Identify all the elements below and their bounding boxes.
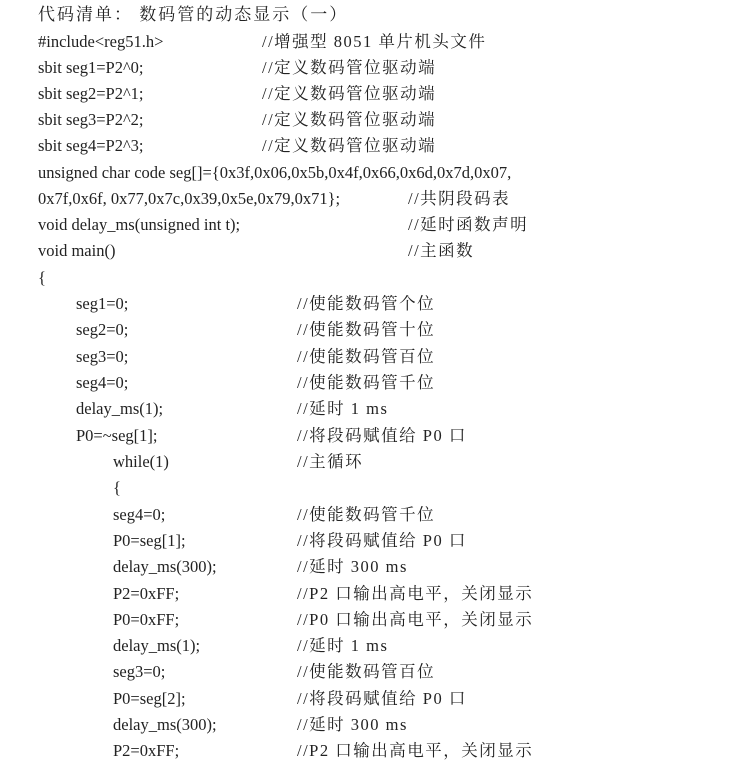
code-comment: //将段码赋值给 P0 口 [297,426,467,445]
code-comment: //主函数 [408,241,475,260]
code-comment: //主循环 [297,452,364,471]
code-text: seg4=0; [76,373,129,392]
code-line [0,29,750,55]
code-text: P0=seg[2]; [113,689,186,708]
code-comment: //将段码赋值给 P0 口 [297,689,467,708]
code-text: { [38,268,46,287]
code-text: sbit seg1=P2^0; [38,58,144,77]
code-line [0,554,750,580]
code-text: unsigned char code seg[]={0x3f,0x06,0x5b,0x4f,0x66,0x6d,0x7d,0x07, [38,163,512,182]
code-text: seg2=0; [76,320,129,339]
code-comment: //使能数码管百位 [297,347,436,366]
code-line [0,396,750,422]
code-line [0,55,750,81]
code-comment: //P0 口输出高电平，关闭显示 [297,610,534,629]
code-text: seg3=0; [113,662,166,681]
code-comment: //使能数码管千位 [297,505,436,524]
code-line [0,738,750,764]
code-comment: //P2 口输出高电平，关闭显示 [297,584,534,603]
code-text: { [113,478,121,497]
code-text: P2=0xFF; [113,584,180,603]
code-line [0,607,750,633]
code-text: 0x7f,0x6f, 0x77,0x7c,0x39,0x5e,0x79,0x71}; [38,189,341,208]
code-comment: //使能数码管十位 [297,320,436,339]
code-line [0,133,750,159]
code-text: #include<reg51.h> [38,32,164,51]
code-line [0,265,750,291]
code-line [0,449,750,475]
code-line [0,712,750,738]
code-comment: //增强型 8051 单片机头文件 [262,32,487,51]
listing-title: 代码清单： 数码管的动态显示（一） [38,5,349,24]
code-line [0,528,750,554]
code-line [0,659,750,685]
code-line [0,186,750,212]
code-text: sbit seg2=P2^1; [38,84,144,103]
code-text: seg1=0; [76,294,129,313]
code-text: P0=0xFF; [113,610,180,629]
code-text: sbit seg3=P2^2; [38,110,144,129]
code-line [0,160,750,186]
code-line [0,633,750,659]
code-comment: //使能数码管个位 [297,294,436,313]
code-text: void main() [38,241,116,260]
code-text: P0=seg[1]; [113,531,186,550]
code-text: delay_ms(300); [113,557,217,576]
code-line [0,344,750,370]
code-line [0,291,750,317]
code-line [0,212,750,238]
code-comment: //P2 口输出高电平，关闭显示 [297,741,534,760]
code-line [0,107,750,133]
code-comment: //定义数码管位驱动端 [262,84,437,103]
code-text: delay_ms(1); [113,636,201,655]
code-line [0,686,750,712]
code-comment: //将段码赋值给 P0 口 [297,531,467,550]
code-comment: //定义数码管位驱动端 [262,136,437,155]
code-text: void delay_ms(unsigned int t); [38,215,241,234]
code-line [0,81,750,107]
code-text: seg3=0; [76,347,129,366]
code-comment: //延时 300 ms [297,715,408,734]
code-line [0,475,750,501]
code-line [0,370,750,396]
code-text: seg4=0; [113,505,166,524]
code-comment: //使能数码管百位 [297,662,436,681]
code-line [0,238,750,264]
code-text: sbit seg4=P2^3; [38,136,144,155]
code-comment: //定义数码管位驱动端 [262,110,437,129]
code-text: delay_ms(1); [76,399,164,418]
code-text: P0=~seg[1]; [76,426,158,445]
code-line [0,581,750,607]
code-comment: //延时 1 ms [297,636,389,655]
code-comment: //延时 1 ms [297,399,389,418]
code-line [0,317,750,343]
code-text: while(1) [113,452,169,471]
code-text: P2=0xFF; [113,741,180,760]
code-comment: //共阴段码表 [408,189,511,208]
code-line [0,423,750,449]
code-comment: //定义数码管位驱动端 [262,58,437,77]
code-line [0,502,750,528]
code-comment: //使能数码管千位 [297,373,436,392]
code-text: delay_ms(300); [113,715,217,734]
code-comment: //延时 300 ms [297,557,408,576]
code-comment: //延时函数声明 [408,215,529,234]
